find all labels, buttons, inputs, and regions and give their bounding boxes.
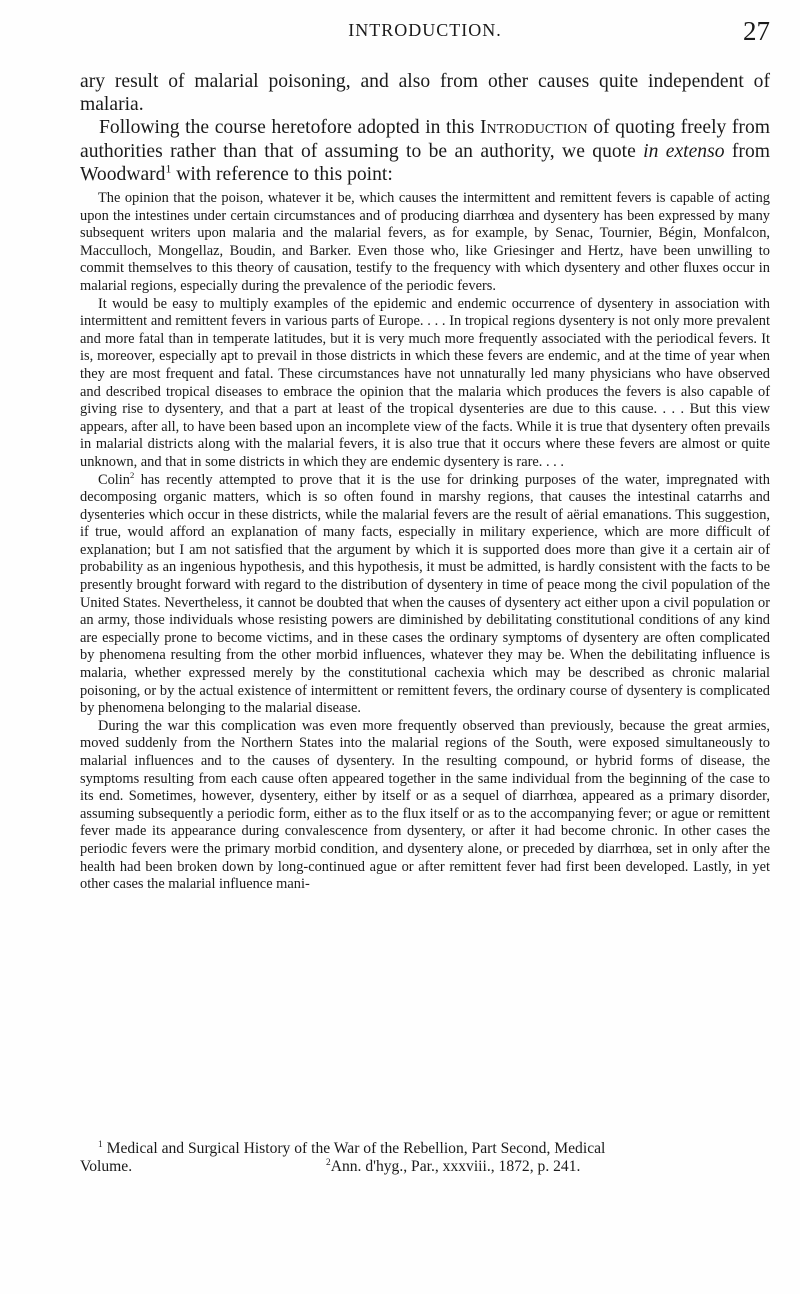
page-number: 27 xyxy=(743,16,770,46)
footnotes xyxy=(80,1140,770,1175)
footnote-2-mark: 2 xyxy=(326,1157,331,1168)
footnote-2 xyxy=(326,1158,580,1176)
quote-paragraph-2: It would be easy to multiply examples of the epidemic and endemic occurrence of dysentery in association with intermittent and remittent fevers in various parts of Europe. . . . In tropical regions dysentery is not only more prevalent and more fatal than in temperate latitudes, but it is very much more frequently associated with the periodical fevers. It is, moreover, especially apt to prevail in those districts in which these fevers are endemic, and at the time of year when they are most frequent and fatal. These circumstances have not unnaturally led many physicians who have observed and described tropical diseases to embrace the opinion that the malaria which produces the fevers is also capable of giving rise to dysentery, and that a part at least of the tropical dysenteries are due to this cause. . . . But this view appears, after all, to have been based upon an incomplete view of the facts. While it is true that dysentery often prevails in malarial districts along with the malarial fevers, it is also true that it occurs where these fevers are almost or quite unknown, and that in some districts in which they are endemic dysentery is rare. . . . xyxy=(80,295,770,470)
footnote-1 xyxy=(80,1140,770,1158)
footnote-ref-2: 2 xyxy=(130,469,135,480)
text-run: from Woodward xyxy=(80,140,770,185)
running-head xyxy=(80,16,770,46)
in-extenso-italic: in extenso xyxy=(643,140,725,162)
text-run: of quoting freely from authorities rather than that of assuming to be an authority, we quote xyxy=(80,117,770,162)
text-run: Colin xyxy=(98,471,130,488)
paragraph-continuation: ary result of malarial poisoning, and also from other causes quite independent of malaria. xyxy=(80,71,770,116)
footnote-ref-1: 1 xyxy=(165,162,172,176)
quote-paragraph-4: During the war this complication was even more frequently observed than previously, because the great armies, moved suddenly from the Northern States into the malarial regions of the South, were exposed simultaneously to malarial influences and to the causes of dysentery. In the resulting compound, or hybrid forms of disease, the symptoms resulting from each cause often appeared together in the same individual from the beginning of the case to its end. Sometimes, however, dysentery, either by itself or as a sequel of diarrhœa, appeared as a primary disorder, assuming subsequently a periodic form, either as to the flux itself or as to the accompanying fever; or ague or remittent fever made its appearance during convalescence from dysentery, or after it had become chronic. In other cases the periodic fevers were the primary morbid condition, and dysentery alone, or preceded by diarrhœa, set in only after the health had been broken down by long-continued ague or after remittent fever had first been developed. Lastly, in yet other cases the malarial influence mani- xyxy=(80,717,770,893)
footnote-2-text: Ann. d'hyg., Par., xxxviii., 1872, p. 241. xyxy=(330,1157,581,1175)
text-run: has recently attempted to prove that it is the use for drinking purposes of the water, impregnated with decomposing organic matters, which is so often found in marshy regions, that causes the intestinal catarrhs and dysenteries which occur in these districts, while the malarial fevers are the result of aërial emanations. This suggestion, if true, would afford an explanation of many facts, especially in military experience, which are more difficult of explanation; but I am not satisfied that the argument by which it is supported does more than give it a certain air of probability as an ingenious hypothesis, and this hypothesis, it must be admitted, is hardly consistent with the facts to be presently brought forward with regard to the distribution of dysentery in time of peace mong the civil population of the United States. Nevertheless, it cannot be doubted that when the causes of dysentery act either upon a civil population or an army, those individuals whose resisting powers are diminished by debilitating constitutional conditions of any kind are especially prone to become victims, and in these cases the ordinary symptoms of dysentery are often complicated by phenomena resulting from the other morbid influences, whatever they may be. When the debilitating influence is malaria, whether expressed merely by the constitutional cachexia which may be described as chronic malarial poisoning, or by the actual existence of intermittent or remittent fevers, the ordinary course of dysentery is complicated by phenomena belonging to the malarial disease. xyxy=(80,471,770,717)
text-run: Following the course heretofore adopted in this xyxy=(99,117,480,139)
footnote-row xyxy=(80,1158,770,1176)
quote-paragraph-1: The opinion that the poison, whatever it be, which causes the intermittent and remittent fevers is capable of acting upon the intestines under certain circumstances and of producing diarrhœa and dysentery has been expressed by many subsequent writers upon malaria and the malarial fevers, as for example, by Senac, Tournier, Bégin, Monfalcon, Macculloch, Mongellaz, Boudin, and Barker. Even those who, like Griesinger and Hertz, have been unwilling to commit themselves to this theory of causation, testify to the frequency with which dysentery and other fluxes occur in malarial regions, especially during the prevalence of the periodic fevers. xyxy=(80,190,770,294)
text-run: with reference to this point: xyxy=(171,163,393,185)
introduction-smallcaps: Introduction xyxy=(479,117,588,139)
footnote-1-mark: 1 xyxy=(98,1139,103,1150)
block-quote xyxy=(80,190,770,894)
body-text xyxy=(80,70,770,186)
running-title: INTRODUCTION. xyxy=(348,20,502,40)
paragraph-following-course xyxy=(80,116,770,186)
quote-paragraph-3 xyxy=(80,469,770,718)
footnote-1-text: Medical and Surgical History of the War of the Rebellion, Part Second, Medical xyxy=(102,1140,606,1157)
footnote-1-continuation: Volume. xyxy=(80,1157,133,1175)
